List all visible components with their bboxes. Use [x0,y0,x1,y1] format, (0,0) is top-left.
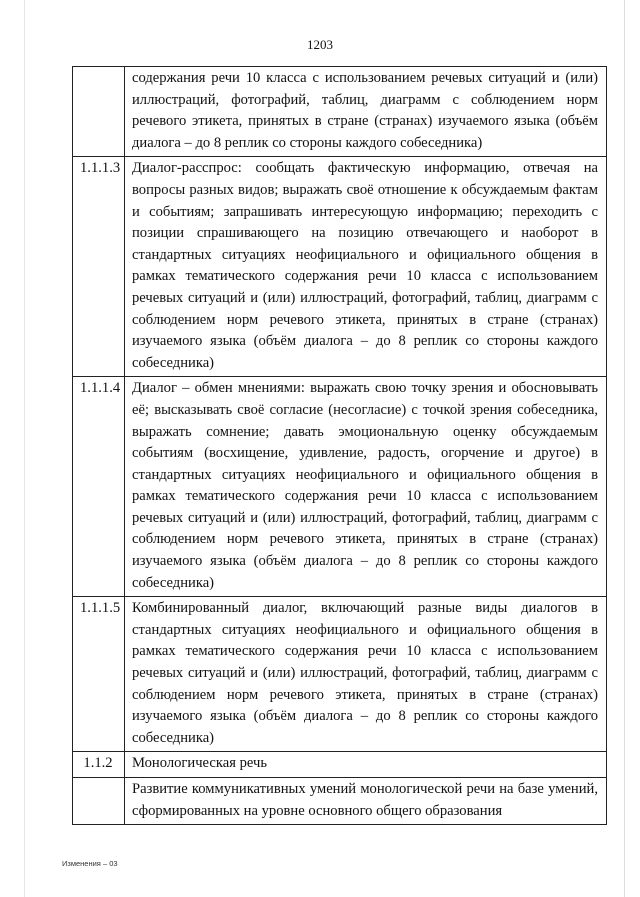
row-text: Диалог – обмен мнениями: выражать свою точку зрения и обосновывать её; высказывать своё согласие (несогласие) с точкой зрения собеседника, выражать сомнение; давать эмоциональную оценку обсуждаемым событиям (восхищение, удивление, радость, огорчение и другое) в стандартных ситуациях неофициального и официального общения в рамках тематического содержания речи 10 класса с использованием речевых ситуаций и (или) иллюстраций, фотографий, таблиц, диаграмм с соблюдением норм речевого этикета, принятых в стране (странах) изучаемого языка (объём диалога – до 8 реплик со стороны каждого собеседника) [125,377,607,597]
row-text: Монологическая речь [125,752,607,778]
table-row [73,157,607,377]
row-text: Комбинированный диалог, включающий разные виды диалогов в стандартных ситуациях неофициального и официального общения в рамках тематического содержания речи 10 класса с использованием речевых ситуаций и (или) иллюстраций, фотографий, таблиц, диаграмм с соблюдением норм речевого этикета, принятых в стране (странах) изучаемого языка (объём диалога – до 8 реплик со стороны каждого собеседника) [125,597,607,752]
row-number: 1.1.1.3 [73,157,125,377]
table-row [73,752,607,778]
page-number: 1203 [307,37,333,52]
footer-revision: Изменения – 03 [62,859,118,868]
row-text: содержания речи 10 класса с использованием речевых ситуаций и (или) иллюстраций, фотографий, таблиц, диаграмм с соблюдением норм речевого этикета, принятых в стране (странах) изучаемого языка (объём диалога – до 8 реплик со стороны каждого собеседника) [125,67,607,157]
row-number: 1.1.1.4 [73,377,125,597]
table-row [73,377,607,597]
table-row [73,597,607,752]
row-text: Диалог-расспрос: сообщать фактическую информацию, отвечая на вопросы разных видов; выражать своё отношение к обсуждаемым фактам и событиям; запрашивать интересующую информацию; переходить с позиции спрашивающего на позицию отвечающего и наоборот в стандартных ситуациях неофициального и официального общения в рамках тематического содержания речи 10 класса с использованием речевых ситуаций и (или) иллюстраций, фотографий, таблиц, диаграмм с соблюдением норм речевого этикета, принятых в стране (странах) изучаемого языка (объём диалога – до 8 реплик со стороны каждого собеседника) [125,157,607,377]
row-number: 1.1.2 [73,752,125,778]
content-table [72,66,607,825]
scan-edge-right [624,0,625,897]
row-text: Развитие коммуникативных умений монологической речи на базе умений, сформированных на уровне основного общего образования [125,778,607,825]
scan-edge-left [24,0,25,897]
row-number: 1.1.1.5 [73,597,125,752]
row-number [73,778,125,825]
row-number [73,67,125,157]
table-row [73,778,607,825]
table-row [73,67,607,157]
